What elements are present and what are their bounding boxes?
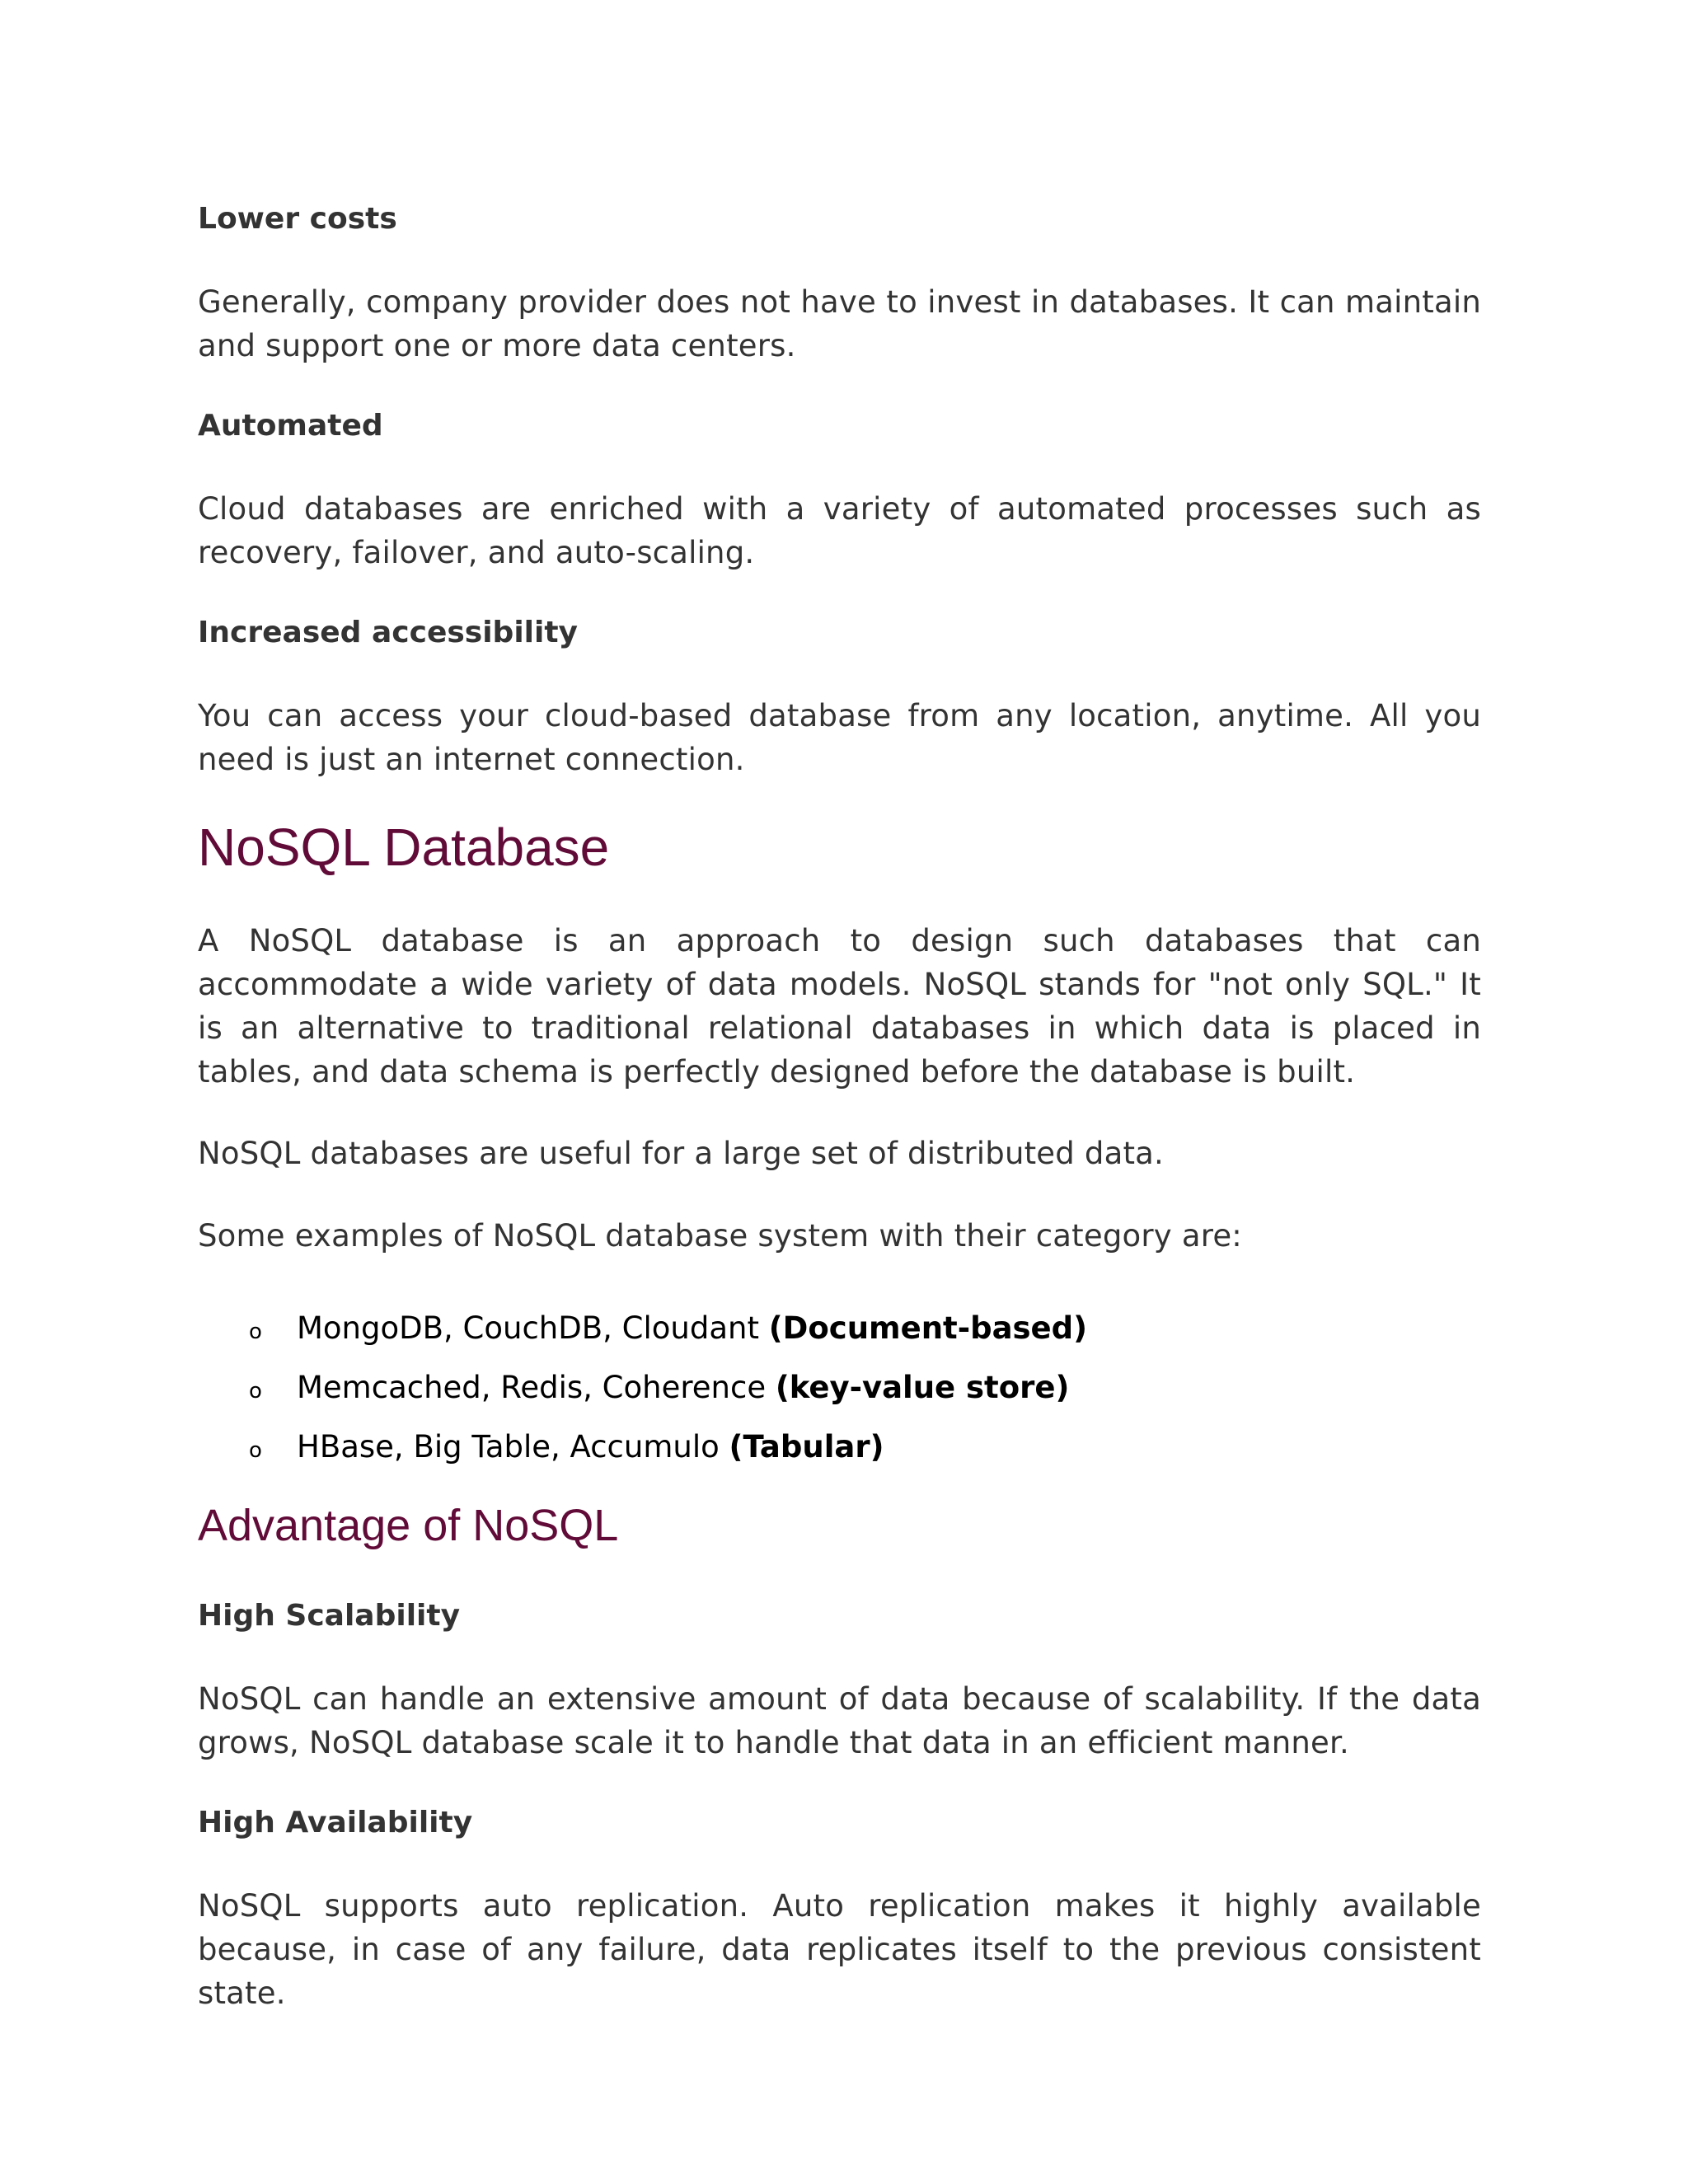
bullet-icon: o [249,1438,262,1463]
accessibility-text: You can access your cloud-based database from any location, anytime. All you need is just an internet connection. [198,698,1481,777]
example-names: Memcached, Redis, Coherence [297,1370,776,1405]
lower-costs-text: Generally, company provider does not have to invest in databases. It can maintain and support one or more data centers. [198,284,1481,363]
example-category: (Document-based) [768,1310,1088,1346]
accessibility-heading: Increased accessibility [198,616,579,649]
examples-list [198,1299,1481,1477]
example-category: (Tabular) [729,1429,884,1465]
lower-costs-heading: Lower costs [198,202,397,236]
automated-text: Cloud databases are enriched with a variety of automated processes such as recovery, failover, and auto-scaling. [198,491,1481,570]
availability-text: NoSQL supports auto replication. Auto replication makes it highly available because, in case of any failure, data replicates itself to the previous consistent state. [198,1888,1481,2011]
nosql-title: NoSQL Database [198,818,610,877]
scalability-text: NoSQL can handle an extensive amount of data because of scalability. If the data grows, NoSQL database scale it to handle that data in an efficient manner. [198,1681,1481,1760]
scalability-heading: High Scalability [198,1599,461,1633]
automated-heading: Automated [198,409,383,443]
nosql-intro: A NoSQL database is an approach to design such databases that can accommodate a wide variety of data models. NoSQL stands for "not only SQL." It is an alternative to traditional relational databases in which data is placed in tables, and data schema is perfectly designed before the database is built. [198,923,1481,1090]
bullet-icon: o [249,1379,262,1404]
availability-heading: High Availability [198,1806,473,1840]
example-names: MongoDB, CouchDB, Cloudant [297,1310,769,1346]
nosql-useful: NoSQL databases are useful for a large set of distributed data. [198,1136,1165,1171]
list-item [198,1358,1481,1418]
example-category: (key-value store) [775,1370,1070,1405]
example-names: HBase, Big Table, Accumulo [297,1429,729,1465]
bullet-icon: o [249,1319,262,1344]
list-item [198,1299,1481,1358]
list-item [198,1418,1481,1477]
examples-intro: Some examples of NoSQL database system with their category are: [198,1218,1242,1254]
advantages-title: Advantage of NoSQL [198,1501,619,1550]
